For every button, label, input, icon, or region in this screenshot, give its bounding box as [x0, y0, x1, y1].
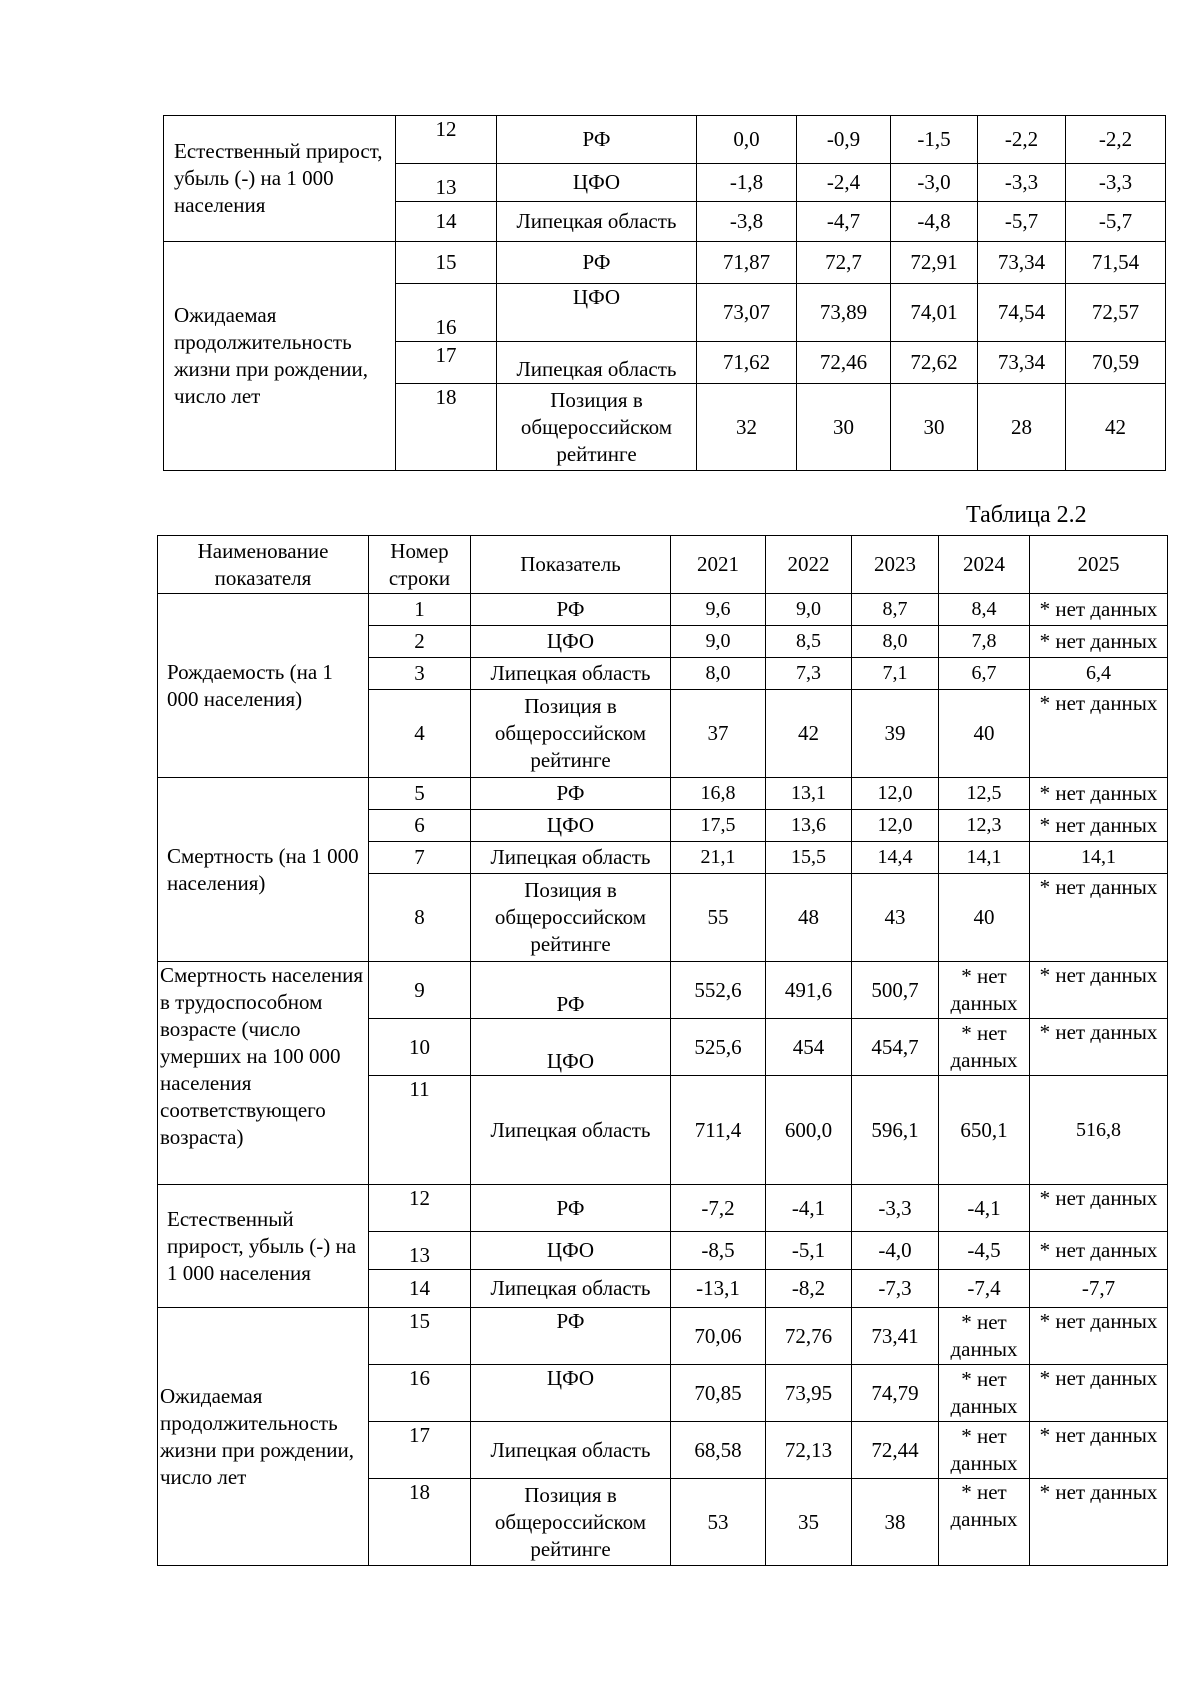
- row-number: 11: [369, 1076, 471, 1185]
- value-2022: -4,7: [797, 202, 891, 242]
- indicator: РФ: [471, 594, 671, 626]
- value-2022: 8,5: [766, 626, 852, 658]
- value-2025: * нет данных: [1030, 962, 1168, 1019]
- row-number: 15: [369, 1308, 471, 1365]
- row-number: 14: [369, 1270, 471, 1308]
- value-2024: * нет данных: [939, 1365, 1030, 1422]
- value-2021: -13,1: [671, 1270, 766, 1308]
- value-2025: * нет данных: [1030, 1422, 1168, 1479]
- value-2024: 12,3: [939, 810, 1030, 842]
- row-number: 9: [369, 962, 471, 1019]
- value-2023: -4,0: [852, 1232, 939, 1270]
- value-2024: -7,4: [939, 1270, 1030, 1308]
- value-2023: 12,0: [852, 778, 939, 810]
- value-2023: 8,7: [852, 594, 939, 626]
- value-2022: 9,0: [766, 594, 852, 626]
- indicator: РФ: [497, 242, 697, 284]
- value-2024: 6,7: [939, 658, 1030, 690]
- value-2025: 42: [1066, 384, 1166, 471]
- value-2021: 71,87: [697, 242, 797, 284]
- value-2025: 71,54: [1066, 242, 1166, 284]
- value-2021: 0,0: [697, 116, 797, 164]
- table-caption: Таблица 2.2: [966, 502, 1087, 528]
- value-2022: 15,5: [766, 842, 852, 874]
- row-number: 5: [369, 778, 471, 810]
- value-2025: 516,8: [1030, 1076, 1168, 1185]
- value-2025: * нет данных: [1030, 1232, 1168, 1270]
- indicator: ЦФО: [471, 1232, 671, 1270]
- value-2022: -2,4: [797, 164, 891, 202]
- value-2022: 73,89: [797, 284, 891, 342]
- value-2022: -0,9: [797, 116, 891, 164]
- table-row: [164, 242, 1166, 284]
- row-number: 1: [369, 594, 471, 626]
- value-2021: 8,0: [671, 658, 766, 690]
- value-2025: 70,59: [1066, 342, 1166, 384]
- value-2022: 48: [766, 874, 852, 962]
- value-2023: -3,3: [852, 1185, 939, 1232]
- value-2024: * нет данных: [939, 962, 1030, 1019]
- value-2024: * нет данных: [939, 1422, 1030, 1479]
- value-2021: 37: [671, 690, 766, 778]
- value-2024: 7,8: [939, 626, 1030, 658]
- table-row: [158, 594, 1168, 626]
- header-indicator-name: Наименование показателя: [158, 536, 369, 594]
- indicator: РФ: [471, 962, 671, 1019]
- indicator: ЦФО: [471, 1019, 671, 1076]
- group-natural-growth: Естественный прирост, убыль (-) на 1 000 населения: [164, 116, 396, 242]
- value-2021: -8,5: [671, 1232, 766, 1270]
- value-2021: 73,07: [697, 284, 797, 342]
- header-row: [158, 536, 1168, 594]
- value-2024: -5,7: [978, 202, 1066, 242]
- value-2023: 30: [891, 384, 978, 471]
- value-2025: * нет данных: [1030, 1365, 1168, 1422]
- value-2023: 8,0: [852, 626, 939, 658]
- value-2021: -3,8: [697, 202, 797, 242]
- group-life-expectancy: Ожидаемая продолжительность жизни при рождении, число лет: [158, 1308, 369, 1566]
- value-2024: 28: [978, 384, 1066, 471]
- header-2024: 2024: [939, 536, 1030, 594]
- value-2023: 72,62: [891, 342, 978, 384]
- row-number: 13: [396, 164, 497, 202]
- value-2023: -4,8: [891, 202, 978, 242]
- row-number: 17: [396, 342, 497, 384]
- row-number: 15: [396, 242, 497, 284]
- indicator: Липецкая область: [471, 1422, 671, 1479]
- value-2023: 7,1: [852, 658, 939, 690]
- row-number: 4: [369, 690, 471, 778]
- value-2022: 491,6: [766, 962, 852, 1019]
- value-2023: 38: [852, 1479, 939, 1566]
- row-number: 16: [396, 284, 497, 342]
- value-2021: 9,0: [671, 626, 766, 658]
- value-2023: 12,0: [852, 810, 939, 842]
- indicator: Позиция в общероссийском рейтинге: [471, 690, 671, 778]
- value-2022: 13,1: [766, 778, 852, 810]
- value-2022: -4,1: [766, 1185, 852, 1232]
- table-row: [158, 1185, 1168, 1232]
- row-number: 16: [369, 1365, 471, 1422]
- row-number: 3: [369, 658, 471, 690]
- value-2023: 74,79: [852, 1365, 939, 1422]
- value-2022: 13,6: [766, 810, 852, 842]
- value-2024: 12,5: [939, 778, 1030, 810]
- value-2025: -3,3: [1066, 164, 1166, 202]
- value-2022: 30: [797, 384, 891, 471]
- indicator: ЦФО: [497, 164, 697, 202]
- value-2023: 72,91: [891, 242, 978, 284]
- value-2022: -5,1: [766, 1232, 852, 1270]
- table-row: [158, 962, 1168, 1019]
- value-2024: -4,1: [939, 1185, 1030, 1232]
- row-number: 12: [369, 1185, 471, 1232]
- value-2022: 73,95: [766, 1365, 852, 1422]
- value-2024: 73,34: [978, 242, 1066, 284]
- row-number: 14: [396, 202, 497, 242]
- value-2024: 73,34: [978, 342, 1066, 384]
- value-2023: 14,4: [852, 842, 939, 874]
- value-2022: -8,2: [766, 1270, 852, 1308]
- row-number: 13: [369, 1232, 471, 1270]
- value-2021: 21,1: [671, 842, 766, 874]
- table-continuation: [163, 115, 1166, 471]
- value-2021: 70,06: [671, 1308, 766, 1365]
- value-2024: -4,5: [939, 1232, 1030, 1270]
- value-2023: 74,01: [891, 284, 978, 342]
- value-2023: 43: [852, 874, 939, 962]
- value-2025: * нет данных: [1030, 874, 1168, 962]
- header-2025: 2025: [1030, 536, 1168, 594]
- value-2025: * нет данных: [1030, 690, 1168, 778]
- indicator: РФ: [471, 1308, 671, 1365]
- row-number: 8: [369, 874, 471, 962]
- value-2024: 40: [939, 874, 1030, 962]
- value-2023: -3,0: [891, 164, 978, 202]
- group-mortality: Смертность (на 1 000 населения): [158, 778, 369, 962]
- value-2023: 454,7: [852, 1019, 939, 1076]
- indicator: Позиция в общероссийском рейтинге: [471, 874, 671, 962]
- value-2024: 14,1: [939, 842, 1030, 874]
- header-2023: 2023: [852, 536, 939, 594]
- value-2025: * нет данных: [1030, 1019, 1168, 1076]
- value-2022: 72,7: [797, 242, 891, 284]
- value-2021: 70,85: [671, 1365, 766, 1422]
- value-2023: 39: [852, 690, 939, 778]
- value-2021: 71,62: [697, 342, 797, 384]
- value-2025: -7,7: [1030, 1270, 1168, 1308]
- value-2023: 73,41: [852, 1308, 939, 1365]
- value-2025: * нет данных: [1030, 626, 1168, 658]
- indicator: ЦФО: [497, 284, 697, 342]
- value-2021: 55: [671, 874, 766, 962]
- value-2023: -7,3: [852, 1270, 939, 1308]
- header-row-number: Номер строки: [369, 536, 471, 594]
- indicator: ЦФО: [471, 810, 671, 842]
- indicator: Липецкая область: [471, 658, 671, 690]
- header-2022: 2022: [766, 536, 852, 594]
- value-2025: 14,1: [1030, 842, 1168, 874]
- value-2022: 600,0: [766, 1076, 852, 1185]
- value-2025: -5,7: [1066, 202, 1166, 242]
- indicator: Липецкая область: [497, 202, 697, 242]
- table-row: [158, 778, 1168, 810]
- value-2025: * нет данных: [1030, 1185, 1168, 1232]
- value-2022: 7,3: [766, 658, 852, 690]
- indicator: ЦФО: [471, 1365, 671, 1422]
- value-2021: 16,8: [671, 778, 766, 810]
- value-2024: 650,1: [939, 1076, 1030, 1185]
- value-2024: -2,2: [978, 116, 1066, 164]
- value-2022: 72,13: [766, 1422, 852, 1479]
- indicator: РФ: [471, 1185, 671, 1232]
- indicator: ЦФО: [471, 626, 671, 658]
- value-2024: 40: [939, 690, 1030, 778]
- row-number: 10: [369, 1019, 471, 1076]
- value-2024: 74,54: [978, 284, 1066, 342]
- value-2025: 6,4: [1030, 658, 1168, 690]
- value-2021: 525,6: [671, 1019, 766, 1076]
- row-number: 18: [396, 384, 497, 471]
- value-2021: -7,2: [671, 1185, 766, 1232]
- value-2024: -3,3: [978, 164, 1066, 202]
- value-2022: 42: [766, 690, 852, 778]
- value-2025: * нет данных: [1030, 1479, 1168, 1566]
- value-2023: 72,44: [852, 1422, 939, 1479]
- group-natural-growth: Естественный прирост, убыль (-) на 1 000 населения: [158, 1185, 369, 1308]
- value-2023: 596,1: [852, 1076, 939, 1185]
- value-2024: * нет данных: [939, 1479, 1030, 1566]
- row-number: 7: [369, 842, 471, 874]
- value-2025: 72,57: [1066, 284, 1166, 342]
- value-2025: * нет данных: [1030, 1308, 1168, 1365]
- value-2025: -2,2: [1066, 116, 1166, 164]
- table-row: [164, 116, 1166, 164]
- value-2023: -1,5: [891, 116, 978, 164]
- value-2023: 500,7: [852, 962, 939, 1019]
- value-2025: * нет данных: [1030, 594, 1168, 626]
- group-birth-rate: Рождаемость (на 1 000 населения): [158, 594, 369, 778]
- value-2022: 454: [766, 1019, 852, 1076]
- table-row: [158, 1308, 1168, 1365]
- value-2021: 711,4: [671, 1076, 766, 1185]
- value-2024: * нет данных: [939, 1019, 1030, 1076]
- indicator: Позиция в общероссийском рейтинге: [497, 384, 697, 471]
- indicator: РФ: [497, 116, 697, 164]
- value-2021: 32: [697, 384, 797, 471]
- value-2024: 8,4: [939, 594, 1030, 626]
- indicator: Липецкая область: [471, 842, 671, 874]
- row-number: 6: [369, 810, 471, 842]
- value-2021: 552,6: [671, 962, 766, 1019]
- value-2021: 53: [671, 1479, 766, 1566]
- group-life-expectancy: Ожидаемая продолжительность жизни при рождении, число лет: [164, 242, 396, 471]
- header-indicator: Показатель: [471, 536, 671, 594]
- value-2021: -1,8: [697, 164, 797, 202]
- indicator: Липецкая область: [497, 342, 697, 384]
- value-2025: * нет данных: [1030, 778, 1168, 810]
- row-number: 17: [369, 1422, 471, 1479]
- value-2022: 72,76: [766, 1308, 852, 1365]
- row-number: 12: [396, 116, 497, 164]
- indicator: Липецкая область: [471, 1270, 671, 1308]
- indicator: РФ: [471, 778, 671, 810]
- value-2024: * нет данных: [939, 1308, 1030, 1365]
- value-2021: 9,6: [671, 594, 766, 626]
- header-2021: 2021: [671, 536, 766, 594]
- row-number: 18: [369, 1479, 471, 1566]
- value-2021: 68,58: [671, 1422, 766, 1479]
- indicator: Позиция в общероссийском рейтинге: [471, 1479, 671, 1566]
- group-working-age-mortality: Смертность населения в трудоспособном возрасте (число умерших на 100 000 населения соответствующего возраста): [158, 962, 369, 1185]
- row-number: 2: [369, 626, 471, 658]
- value-2022: 72,46: [797, 342, 891, 384]
- table-2-2: [157, 535, 1168, 1566]
- indicator: Липецкая область: [471, 1076, 671, 1185]
- value-2021: 17,5: [671, 810, 766, 842]
- value-2022: 35: [766, 1479, 852, 1566]
- value-2025: * нет данных: [1030, 810, 1168, 842]
